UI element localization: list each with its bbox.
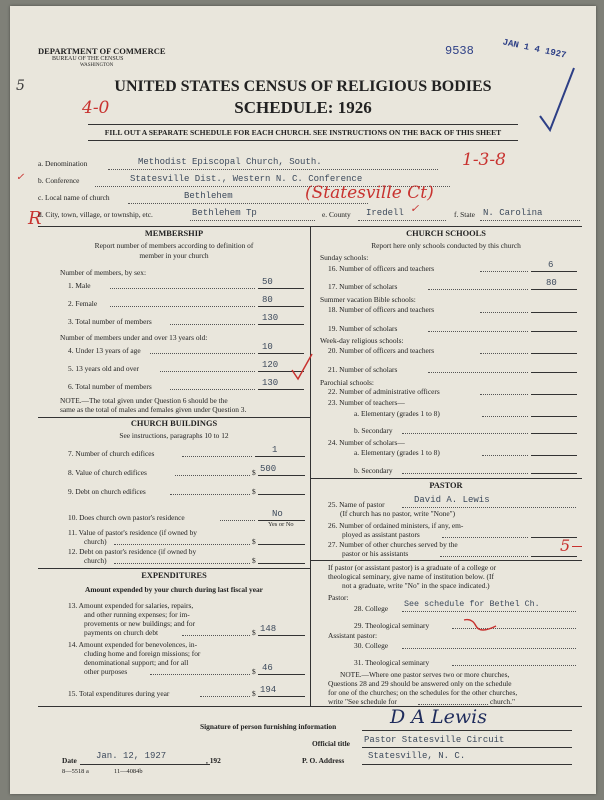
dollar-sign: $ <box>252 487 256 496</box>
over-13-field[interactable]: 120 <box>262 360 279 370</box>
pastor-seminary-label: 29. Theological seminary <box>354 621 430 630</box>
owns-residence-label: 10. Does church own pastor's residence <box>68 513 185 522</box>
edifices-value-field[interactable]: 500 <box>260 464 277 474</box>
owns-residence-field[interactable]: No <box>272 509 283 519</box>
running-expenses-label-2: and other running expenses; for im- <box>84 610 190 619</box>
teachers-elementary-label: a. Elementary (grades 1 to 8) <box>354 409 440 418</box>
edifices-value-label: 8. Value of church edifices <box>68 468 147 477</box>
hand-five: 5 <box>16 78 25 94</box>
teachers-secondary-label: b. Secondary <box>354 426 393 435</box>
assistant-pastor-label: Assistant pastor: <box>328 631 378 640</box>
pastor-none-hint: (If church has no pastor, write "None") <box>340 509 456 518</box>
members-by-sex-label: Number of members, by sex: <box>60 268 146 277</box>
membership-intro-2: member in your church <box>139 251 209 260</box>
over-13-label: 5. 13 years old and over <box>68 364 140 373</box>
po-address-field[interactable]: Statesville, N. C. <box>368 751 466 761</box>
hand-church-note: (Statesville Ct) <box>305 183 434 203</box>
parochial-schools-label: Parochial schools: <box>320 378 374 387</box>
dollar-sign: $ <box>252 537 256 546</box>
form-subtitle: SCHEDULE: 1926 <box>234 98 372 117</box>
church-buildings-sub: See instructions, paragraphs 10 to 12 <box>119 431 229 440</box>
dollar-sign: $ <box>252 628 256 637</box>
other-churches-field[interactable]: 5 <box>560 536 571 555</box>
print-number: 11—4084b <box>114 768 143 775</box>
city-township-field[interactable]: Bethlehem Tp <box>192 208 257 218</box>
teachers-elementary-field[interactable] <box>533 406 575 416</box>
benevolences-label-3: denominational support; and for all <box>84 658 189 667</box>
weekday-scholars-field[interactable] <box>533 362 575 372</box>
running-expenses-label: 13. Amount expended for salaries, repairs, <box>68 601 194 610</box>
running-expenses-label-3: provements or new buildings; and for <box>84 619 196 628</box>
admin-officers-label: 22. Number of administrative officers <box>328 387 440 396</box>
expenditures-heading: EXPENDITURES <box>141 571 207 580</box>
summer-teachers-field[interactable] <box>533 302 575 312</box>
hand-code-2: 1-3-8 <box>462 150 506 170</box>
sunday-scholars-field[interactable]: 80 <box>546 278 557 288</box>
sunday-teachers-field[interactable]: 6 <box>548 260 554 270</box>
church-schools-heading: CHURCH SCHOOLS <box>406 229 486 238</box>
po-address-label: P. O. Address <box>302 756 345 765</box>
dollar-sign: $ <box>252 468 256 477</box>
dollar-sign: $ <box>252 689 256 698</box>
conference-label: b. Conference <box>38 176 80 185</box>
total-members-age-label: 6. Total number of members <box>68 382 152 391</box>
male-count-field[interactable]: 50 <box>262 277 273 287</box>
membership-heading: MEMBERSHIP <box>144 229 204 238</box>
under-13-label: 4. Under 13 years of age <box>68 346 141 355</box>
summer-scholars-label: 19. Number of scholars <box>328 324 398 333</box>
yes-no-hint: Yes or No <box>268 521 294 528</box>
total-members-age-field[interactable]: 130 <box>262 378 279 388</box>
total-members-field[interactable]: 130 <box>262 313 279 323</box>
signature-field[interactable]: D A Lewis <box>390 706 487 728</box>
graduate-instruction-1: If pastor (or assistant pastor) is a graduate of a college or <box>328 563 497 572</box>
state-field[interactable]: N. Carolina <box>483 208 543 218</box>
city-label: WASHINGTON <box>80 63 114 68</box>
date-label: Date <box>62 756 77 765</box>
pastor-note-1: NOTE.—Where one pastor serves two or more churches, <box>340 670 510 679</box>
benevolences-label-2: cluding home and foreign missions; for <box>84 649 201 658</box>
summer-teachers-label: 18. Number of officers and teachers <box>328 305 435 314</box>
tick-mark-county: ✓ <box>410 202 420 215</box>
female-count-field[interactable]: 80 <box>262 295 273 305</box>
residence-debt-field[interactable] <box>260 553 304 563</box>
assistant-ministers-label-2: ployed as assistant pastors <box>342 530 420 539</box>
red-check-icon <box>290 352 314 382</box>
total-members-label: 3. Total number of members <box>68 317 152 326</box>
city-township-label: d. City, town, village, or township, etc. <box>38 210 153 219</box>
edifices-count-label: 7. Number of church edifices <box>68 449 155 458</box>
tick-mark-b: ✓ <box>16 172 25 183</box>
benevolences-label-4: other purposes <box>84 667 128 676</box>
pastor-college-field[interactable]: See schedule for Bethel Ch. <box>404 599 540 609</box>
sunday-schools-label: Sunday schools: <box>320 253 369 262</box>
scholars-secondary-label: b. Secondary <box>354 466 393 475</box>
separate-schedule-instruction: FILL OUT A SEPARATE SCHEDULE FOR EACH CHURCH. SEE INSTRUCTIONS ON THE BACK OF THIS SHEET <box>104 128 502 137</box>
residence-value-label-2: church) <box>84 537 107 546</box>
pastor-note-4: write "See schedule for <box>328 697 397 706</box>
female-label: 2. Female <box>68 299 98 308</box>
church-buildings-heading: CHURCH BUILDINGS <box>130 419 218 428</box>
admin-officers-field[interactable] <box>533 384 575 394</box>
assistant-college-label: 30. College <box>354 641 389 650</box>
residence-debt-label-2: church) <box>84 556 107 565</box>
running-expenses-field[interactable]: 148 <box>260 624 277 634</box>
pastor-note-2: Questions 28 and 29 should be answered only on the schedule <box>328 679 512 688</box>
official-title-label: Official title <box>312 739 350 748</box>
assistant-seminary-label: 31. Theological seminary <box>354 658 430 667</box>
form-title: UNITED STATES CENSUS OF RELIGIOUS BODIES <box>114 78 492 95</box>
county-field[interactable]: Iredell <box>366 208 404 218</box>
church-schools-intro: Report here only schools conducted by this church <box>371 241 521 250</box>
state-label: f. State <box>454 210 475 219</box>
form-number: 8—5518 a <box>62 768 89 775</box>
residence-value-label: 11. Value of pastor's residence (if owned by <box>68 528 197 537</box>
dollar-sign: $ <box>252 556 256 565</box>
residence-value-field[interactable] <box>260 534 304 544</box>
sunday-teachers-label: 16. Number of officers and teachers <box>328 264 435 273</box>
graduate-instruction-2: theological seminary, give name of institution below. (If <box>328 572 494 581</box>
benevolences-label: 14. Amount expended for benevolences, in- <box>68 640 198 649</box>
census-schedule-page <box>10 6 596 794</box>
department-label: DEPARTMENT OF COMMERCE <box>38 46 166 56</box>
scholars-elementary-label: a. Elementary (grades 1 to 8) <box>354 448 440 457</box>
teachers-count-label: 23. Number of teachers— <box>328 398 405 407</box>
scholars-elementary-field[interactable] <box>533 445 575 455</box>
edifices-debt-label: 9. Debt on church edifices <box>68 487 146 496</box>
denomination-field[interactable]: Methodist Episcopal Church, South. <box>138 157 322 167</box>
benevolences-field[interactable]: 46 <box>262 663 273 673</box>
total-expenditures-label: 15. Total expenditures during year <box>68 689 170 698</box>
residence-debt-label: 12. Debt on pastor's residence (if owned by <box>68 547 197 556</box>
membership-note-1: NOTE.—The total given under Question 6 should be the <box>60 396 228 405</box>
stamp-number: 9538 <box>445 44 474 58</box>
assistant-seminary-field[interactable] <box>454 655 574 665</box>
members-by-age-label: Number of members under and over 13 years old: <box>60 333 208 342</box>
other-churches-label: 27. Number of other churches served by the <box>328 540 458 549</box>
graduate-instruction-3: not a graduate, write "No" in the space indicated.) <box>342 581 490 590</box>
teachers-secondary-field[interactable] <box>533 423 575 433</box>
date-field[interactable]: Jan. 12, 1927 <box>96 751 167 761</box>
membership-note-2: same as the total of males and females given under Question 3. <box>60 405 247 414</box>
date-year-suffix: , 192 <box>206 756 221 765</box>
summer-scholars-field[interactable] <box>533 321 575 331</box>
pastor-note-5: church." <box>490 697 515 706</box>
male-label: 1. Male <box>68 281 91 290</box>
signature-label: Signature of person furnishing information <box>200 722 337 731</box>
local-name-field[interactable]: Bethlehem <box>184 191 233 201</box>
edifices-debt-field[interactable] <box>260 484 304 494</box>
county-label: e. County <box>322 210 351 219</box>
total-expenditures-field[interactable]: 194 <box>260 685 277 695</box>
weekday-teachers-field[interactable] <box>533 343 575 353</box>
summer-schools-label: Summer vacation Bible schools: <box>320 295 416 304</box>
bureau-label: BUREAU OF THE CENSUS <box>52 56 124 62</box>
under-13-field[interactable]: 10 <box>262 342 273 352</box>
pastor-name-label: 25. Name of pastor <box>328 500 385 509</box>
hand-code: 4-0 <box>82 98 110 118</box>
other-churches-label-2: pastor or his assistants <box>342 549 409 558</box>
official-title-field[interactable]: Pastor Statesville Circuit <box>364 735 505 745</box>
weekday-scholars-label: 21. Number of scholars <box>328 365 398 374</box>
weekday-schools-label: Week-day religious schools: <box>320 336 404 345</box>
scholars-count-label: 24. Number of scholars— <box>328 438 405 447</box>
scholars-secondary-field[interactable] <box>533 463 575 473</box>
pastor-seminary-field[interactable] <box>454 618 574 628</box>
pastor-name-field[interactable]: David A. Lewis <box>414 495 490 505</box>
membership-intro-1: Report number of members according to definition of <box>94 241 254 250</box>
pastor-sub-label: Pastor: <box>328 593 349 602</box>
assistant-ministers-label: 26. Number of ordained ministers, if any, em- <box>328 521 464 530</box>
expenditures-sub: Amount expended by your church during last fiscal year <box>85 585 263 594</box>
denomination-label: a. Denomination <box>38 159 88 168</box>
running-expenses-label-4: payments on church debt <box>84 628 159 637</box>
pastor-heading: PASTOR <box>429 481 463 490</box>
weekday-teachers-label: 20. Number of officers and teachers <box>328 346 435 355</box>
sunday-scholars-label: 17. Number of scholars <box>328 282 398 291</box>
conference-field[interactable]: Statesville Dist., Western N. C. Conference <box>130 174 363 184</box>
dollar-sign: $ <box>252 667 256 676</box>
hand-R: R <box>28 208 42 229</box>
pastor-college-label: 28. College <box>354 604 389 613</box>
local-name-label: c. Local name of church <box>38 193 110 202</box>
pastor-note-3: for one of the churches; on the schedules for the other churches, <box>328 688 518 697</box>
received-date-stamp: JAN 1 4 1927 <box>501 37 568 61</box>
edifices-count-field[interactable]: 1 <box>272 445 278 455</box>
assistant-college-field[interactable] <box>404 638 574 648</box>
